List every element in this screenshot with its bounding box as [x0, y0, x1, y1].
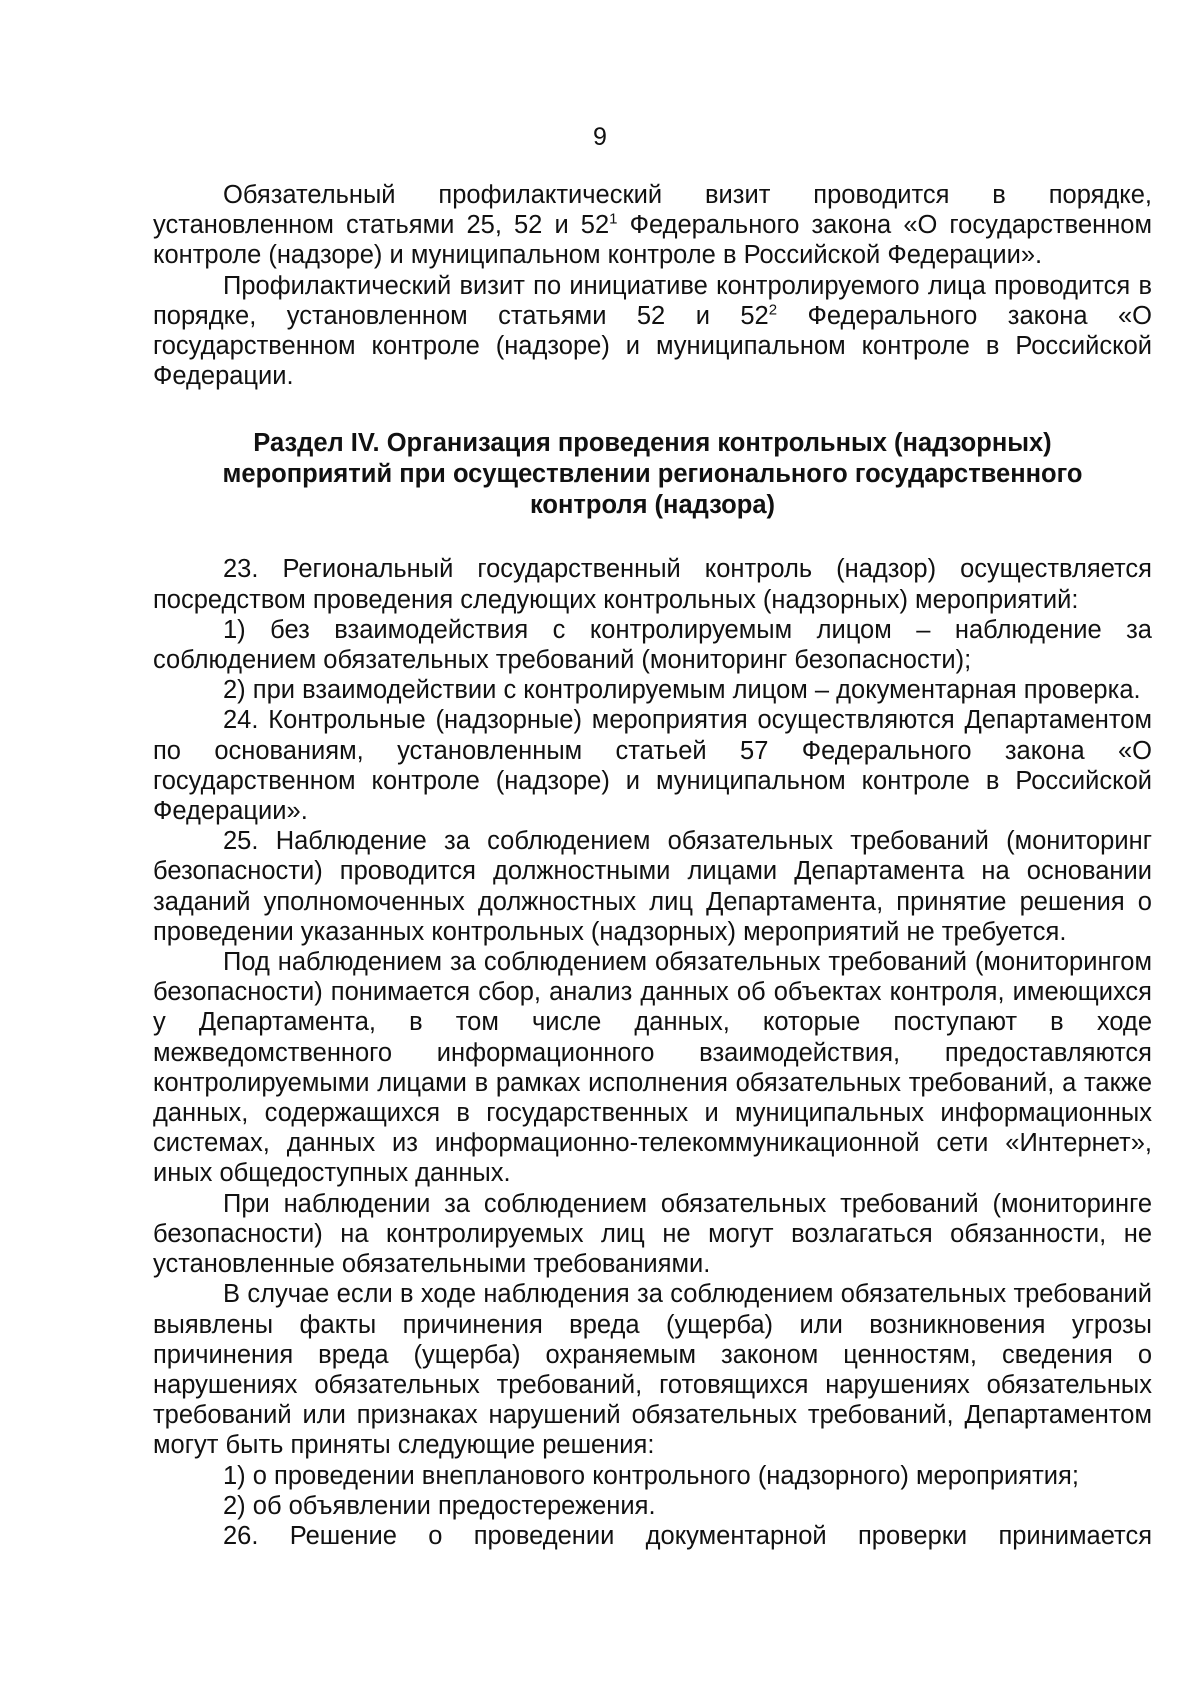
paragraph-26: 26. Решение о проведении документарной проверки принимается: [223, 1521, 1152, 1550]
superscript: 2: [768, 301, 778, 319]
paragraph-initiative-visit: [153, 271, 1152, 392]
paragraph-24: 24. Контрольные (надзорные) мероприятия осуществляются Департаментом по основаниям, установленным статьей 57 Федерального закона «О государственном контроле (надзоре) и муниципальном контроле в Российской Федерации».: [153, 706, 1152, 826]
list-item: 2) об объявлении предостережения.: [223, 1491, 656, 1520]
section-heading-line: мероприятий при осуществлении регионального государственного: [222, 460, 1083, 489]
section-heading-line: Раздел IV. Организация проведения контрольных (надзорных): [253, 429, 1052, 458]
list-item: 1) без взаимодействия с контролируемым лицом – наблюдение за соблюдением обязательных требований (мониторинг безопасности);: [153, 615, 1152, 675]
paragraph-25-decisions: В случае если в ходе наблюдения за соблюдением обязательных требований выявлены факты причинения вреда (ущерба) или возникновения угрозы причинения вреда (ущерба) охраняемым законом ценностям, сведения о нарушениях обязательных требований, готовящихся нарушениях обязательных требований или признаках нарушений обязательных требований, Департаментом могут быть приняты следующие решения:: [153, 1280, 1152, 1460]
list-item: 2) при взаимодействии с контролируемым лицом – документарная проверка.: [223, 676, 1141, 705]
text-span: Профилактический визит по инициативе контролируемого лица проводится в порядке, установленном статьями 52 и 52: [153, 271, 1152, 330]
text-span: Федерального закона «О государственном контроле (надзоре) и муниципальном контроле в Российской Федерации».: [153, 211, 1152, 270]
list-item: 1) о проведении внепланового контрольного (надзорного) мероприятия;: [223, 1461, 1079, 1490]
text-span: Федерального закона «О государственном контроле (надзоре) и муниципальном контроле в Российской Федерации.: [153, 301, 1152, 391]
text-span: Обязательный профилактический визит проводится в порядке, установленном статьями 25, 52 и 52: [153, 181, 1152, 240]
paragraph-mandatory-visit: [153, 180, 1152, 271]
section-heading: [153, 428, 1152, 521]
paragraph-25: 25. Наблюдение за соблюдением обязательных требований (мониторинг безопасности) проводится должностными лицами Департамента на основании заданий уполномоченных должностных лиц Департамента, принятие решения о проведении указанных контрольных (надзорных) мероприятий не требуется.: [153, 827, 1152, 946]
document-body: [153, 180, 1152, 1551]
paragraph-23: 23. Региональный государственный контроль (надзор) осуществляется посредством проведения следующих контрольных (надзорных) мероприятий:: [153, 555, 1152, 614]
section-heading-line: контроля (надзора): [529, 491, 775, 520]
superscript: 1: [609, 210, 618, 228]
page-number: 9: [593, 123, 607, 151]
paragraph-25-obligations: При наблюдении за соблюдением обязательных требований (мониторинге безопасности) на контролируемых лиц не могут возлагаться обязанности, не установленные обязательными требованиями.: [153, 1189, 1152, 1279]
paragraph-25-definition: Под наблюдением за соблюдением обязательных требований (мониторингом безопасности) понимается сбор, анализ данных об объектах контроля, имеющихся у Департамента, в том числе данных, которые поступают в ходе межведомственного информационного взаимодействия, предоставляются контролируемыми лицами в рамках исполнения обязательных требований, а также данных, содержащихся в государственных и муниципальных информационных системах, данных из информационно-телекоммуникационной сети «Интернет», иных общедоступных данных.: [153, 948, 1152, 1188]
